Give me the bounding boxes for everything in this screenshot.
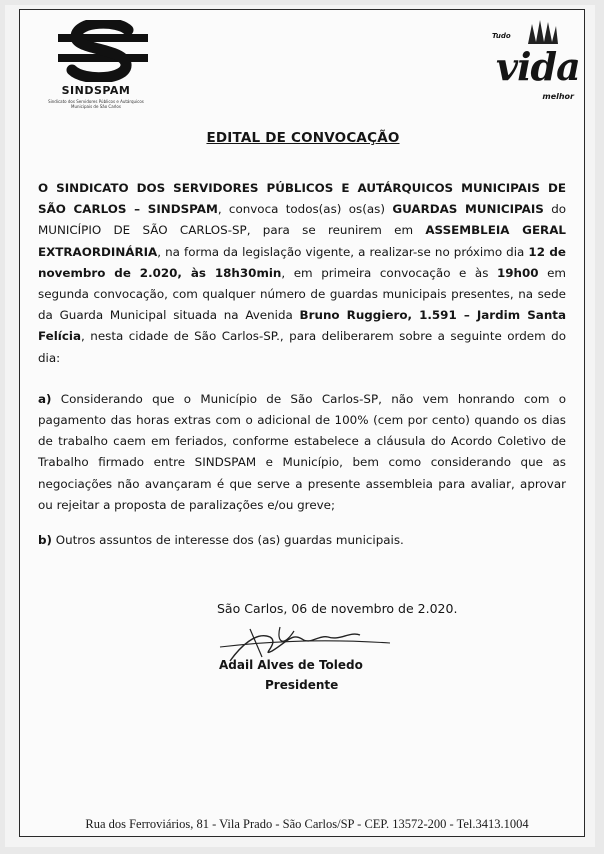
- logo-right-main: vida: [496, 44, 580, 89]
- vida-melhor-logo: [492, 18, 578, 108]
- document-frame: [19, 9, 585, 837]
- bold-text-run: b): [38, 533, 52, 548]
- document-body: [38, 178, 566, 551]
- logo-right-tagline: melhor: [542, 92, 574, 101]
- bold-text-run: ASSEMBLEIA GERAL EXTRAORDINÁRIA: [38, 223, 566, 259]
- footer-address: Rua dos Ferroviários, 81 - Vila Prado - São Carlos/SP - CEP. 13572-200 - Tel.3413.1004: [85, 817, 529, 831]
- text-run: , nesta cidade de São Carlos-SP., para deliberarem sobre a seguinte ordem do dia:: [38, 329, 566, 365]
- logo-left-subtitle: Sindicato dos Servidores Públicos e Autárquicos Municipais de São Carlos: [48, 99, 144, 109]
- bold-text-run: GUARDAS MUNICIPAIS: [392, 202, 544, 217]
- sindspam-s-emblem: [58, 20, 148, 82]
- text-run: , na forma da legislação vigente, a realizar-se no próximo dia: [157, 244, 529, 259]
- signer-block: [219, 655, 363, 695]
- date-line: São Carlos, 06 de novembro de 2.020.: [217, 601, 458, 616]
- text-run: do MUNICÍPIO DE SÃO CARLOS-SP, para se reunirem em: [38, 202, 567, 238]
- bold-text-run: a): [38, 391, 52, 406]
- bold-text-run: Bruno Ruggiero, 1.591 – Jardim Santa Felícia: [38, 308, 567, 344]
- bold-text-run: O SINDICATO DOS SERVIDORES PÚBLICOS E AUTÁRQUICOS MUNICIPAIS DE SÃO CARLOS – SINDSPAM: [38, 181, 566, 217]
- text-run: Outros assuntos de interesse dos (as) guardas municipais.: [51, 533, 404, 548]
- agenda-item-a: [38, 389, 566, 516]
- sindspam-logo: [36, 20, 156, 120]
- text-run: , em primeira convocação e às: [281, 265, 497, 280]
- document-page: [5, 5, 595, 847]
- signer-role: Presidente: [265, 678, 339, 692]
- text-run: Considerando que o Município de São Carlos-SP, não vem honrando com o pagamento das horas extras com o adicional de 100% (cem por cento) quando os dias de trabalho caem em feriados, conforme estabelece a cláusula do Acordo Coletivo de Trabalho firmado entre SINDSPAM e Município, bem como considerando que as negociações não avançaram é que serve a presente assembleia para avaliar, aprovar ou rejeitar a proposta de paralizações e/ou greve;: [38, 391, 566, 512]
- logo-right-small: Tudo: [492, 32, 511, 40]
- document-title: EDITAL DE CONVOCAÇÃO: [206, 130, 400, 146]
- hand-icon: [522, 18, 562, 46]
- convocation-paragraph: [38, 178, 566, 369]
- bold-text-run: 19h00: [496, 265, 539, 280]
- text-run: , convoca todos(as) os(as): [217, 202, 393, 217]
- agenda-item-b: [38, 530, 566, 551]
- signer-name: Adail Alves de Toledo: [219, 658, 363, 672]
- bold-text-run: 12 de novembro de 2.020, às 18h30min: [38, 244, 566, 280]
- text-run: em segunda convocação, com qualquer número de guardas municipais presentes, na sede da Guarda Municipal situada na Avenida: [38, 265, 566, 323]
- logo-left-name: SINDSPAM: [61, 84, 131, 97]
